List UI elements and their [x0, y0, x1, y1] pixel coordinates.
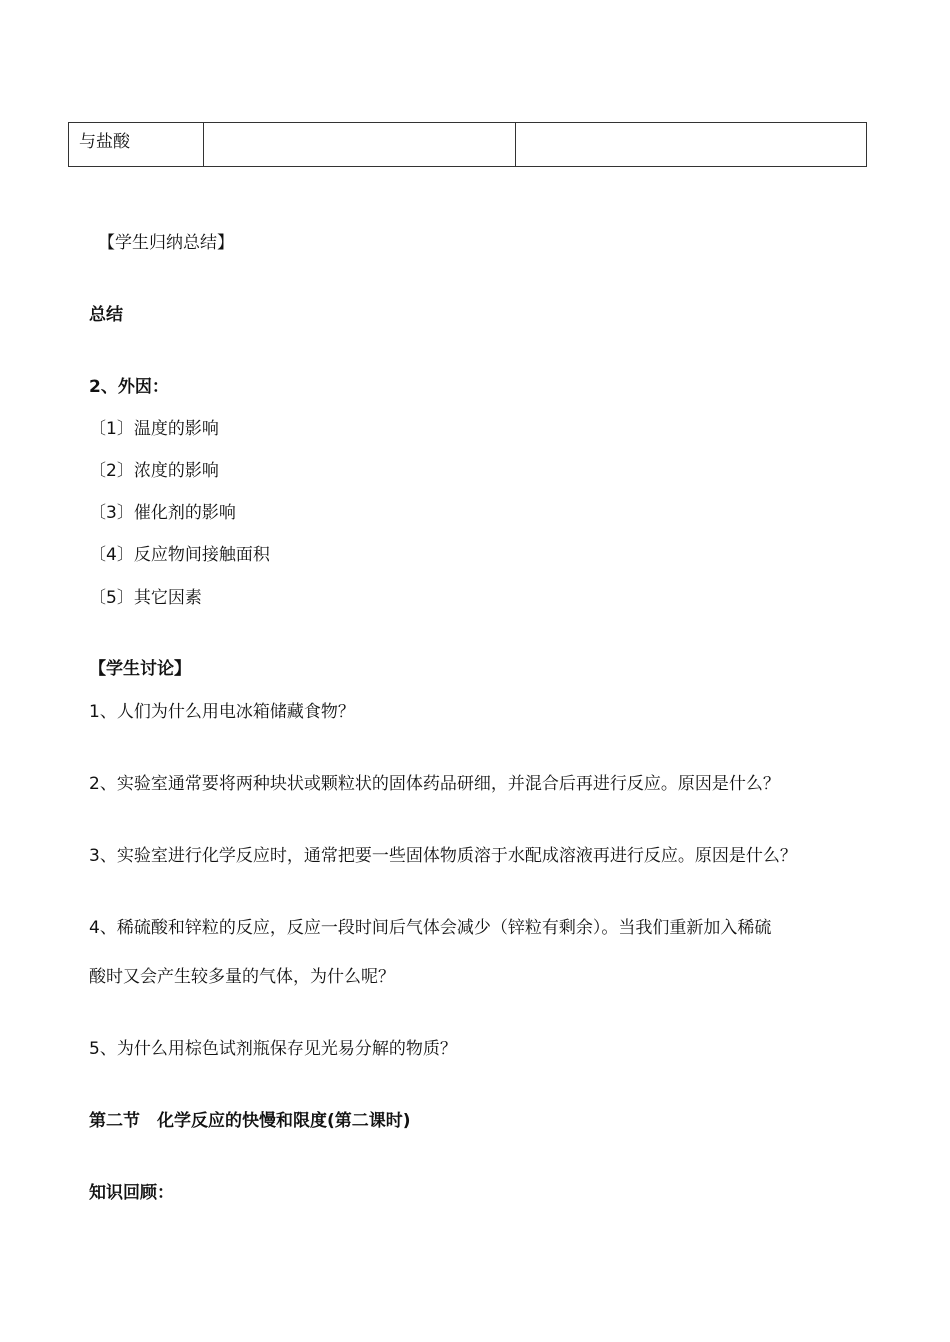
factor-item: 〔1〕温度的影响	[89, 419, 219, 439]
review-title: 知识回顾：	[89, 1183, 174, 1203]
factor-item: 〔5〕其它因素	[89, 588, 202, 608]
discussion-question: 4、稀硫酸和锌粒的反应，反应一段时间后气体会减少（锌粒有剩余）。当我们重新加入稀硫	[89, 918, 772, 938]
summary-title: 总结	[89, 305, 123, 325]
discussion-heading: 【学生讨论】	[89, 659, 191, 679]
table-cell-label: 与盐酸	[69, 123, 204, 167]
discussion-question: 5、为什么用棕色试剂瓶保存见光易分解的物质？	[89, 1039, 457, 1059]
factor-item: 〔2〕浓度的影响	[89, 461, 219, 481]
factor-item: 〔3〕催化剂的影响	[89, 503, 236, 523]
data-table	[68, 122, 867, 167]
table-cell	[516, 123, 867, 167]
discussion-question: 2、实验室通常要将两种块状或颗粒状的固体药品研细，并混合后再进行反应。原因是什么？	[89, 774, 780, 794]
discussion-question: 3、实验室进行化学反应时，通常把要一些固体物质溶于水配成溶液再进行反应。原因是什么？	[89, 846, 797, 866]
table-cell	[204, 123, 516, 167]
factor-item: 〔4〕反应物间接触面积	[89, 545, 270, 565]
section-title: 第二节 化学反应的快慢和限度(第二课时)	[89, 1111, 411, 1131]
external-factors-title: 2、外因：	[89, 377, 169, 397]
table-row	[69, 123, 867, 167]
discussion-question-continued: 酸时又会产生较多量的气体，为什么呢？	[89, 967, 395, 987]
discussion-question: 1、人们为什么用电冰箱储藏食物？	[89, 702, 355, 722]
summary-heading: 【学生归纳总结】	[98, 233, 234, 253]
